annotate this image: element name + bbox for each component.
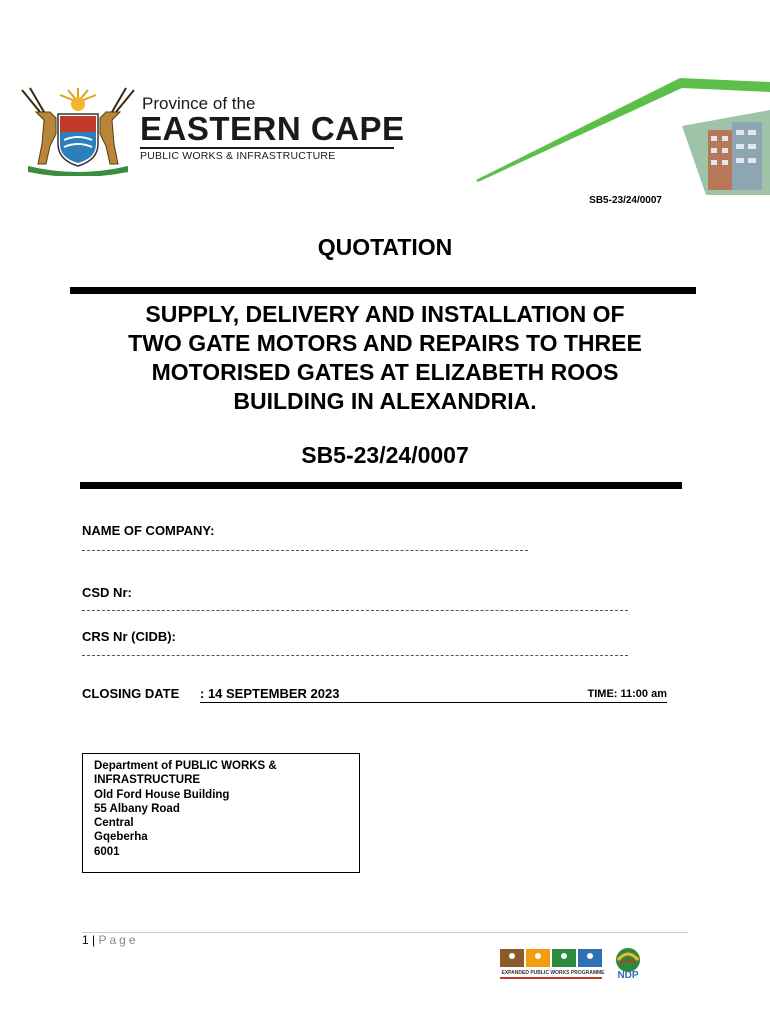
province-line-2: EASTERN CAPE — [140, 110, 405, 147]
subject-line: SUPPLY, DELIVERY AND INSTALLATION OF — [145, 301, 625, 327]
logo-rule — [140, 147, 394, 149]
province-line-1: Province of the — [142, 94, 256, 113]
address-line: Department of PUBLIC WORKS & — [94, 760, 277, 772]
subject-line: TWO GATE MOTORS AND REPAIRS TO THREE — [128, 330, 642, 356]
address-line: 55 Albany Road — [94, 802, 180, 815]
closing-date-label: CLOSING DATE — [82, 686, 180, 701]
address-line: Old Ford House Building — [94, 788, 230, 801]
company-name-field[interactable] — [82, 550, 528, 552]
header-swoosh-graphic — [470, 70, 770, 195]
reference-divider-bar — [80, 482, 682, 489]
address-text — [94, 759, 277, 859]
csd-number-label: CSD Nr: — [82, 585, 132, 600]
closing-date-row — [82, 686, 667, 704]
address-line: Gqeberha — [94, 831, 148, 844]
subject-line: BUILDING IN ALEXANDRIA. — [233, 388, 537, 414]
address-line: Central — [94, 817, 134, 830]
crs-number-label: CRS Nr (CIDB): — [82, 629, 176, 644]
address-box — [82, 753, 360, 873]
epwp-text: EXPANDED PUBLIC WORKS PROGRAMME — [501, 970, 605, 976]
company-name-label: NAME OF COMPANY: — [82, 523, 215, 538]
ndp-logo — [610, 946, 646, 980]
coat-of-arms-logo — [14, 84, 142, 176]
csd-number-field[interactable] — [82, 610, 628, 612]
header-reference-number: SB5-23/24/0007 — [589, 195, 662, 206]
footer-rule — [82, 932, 688, 933]
page-number-value: 1 — [82, 933, 89, 947]
closing-date-value: : 14 SEPTEMBER 2023 — [200, 686, 340, 701]
crs-number-field[interactable] — [82, 655, 628, 657]
page-separator: | — [88, 933, 99, 947]
address-line: 6001 — [94, 845, 120, 858]
ndp-text: NDP — [617, 970, 639, 980]
page-word: Page — [98, 933, 139, 947]
epwp-logo — [498, 947, 608, 981]
subject-line: MOTORISED GATES AT ELIZABETH ROOS — [151, 359, 619, 385]
document-title: QUOTATION — [317, 234, 453, 260]
quotation-subject — [60, 300, 710, 416]
quotation-reference-number: SB5-23/24/0007 — [301, 442, 469, 468]
page-number — [82, 933, 139, 947]
closing-time: TIME: 11:00 am — [587, 688, 667, 700]
closing-date-underline — [200, 702, 667, 703]
address-line: INFRASTRUCTURE — [94, 774, 201, 787]
department-name: PUBLIC WORKS & INFRASTRUCTURE — [140, 150, 336, 162]
title-divider-bar — [70, 287, 696, 294]
